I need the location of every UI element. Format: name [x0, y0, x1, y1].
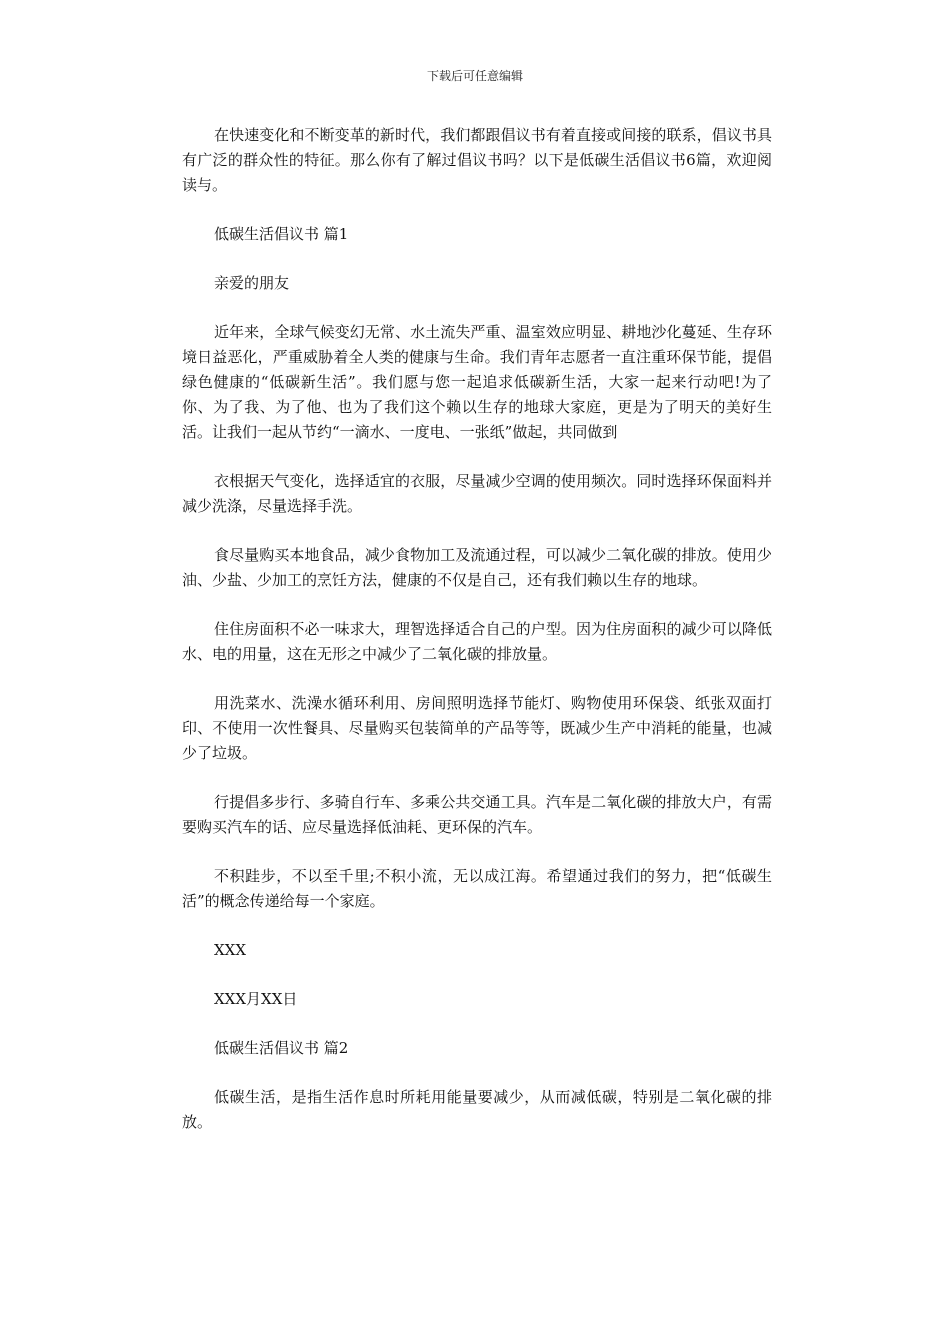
body-paragraph: 近年来，全球气候变幻无常、水土流失严重、温室效应明显、耕地沙化蔓延、生存环境日益恶化，严重威胁着全人类的健康与生命。我们青年志愿者一直注重环保节能，提倡绿色健康的“低碳新生活”。我们愿与您一起追求低碳新生活，大家一起来行动吧!为了你、为了我、为了他、也为了我们这个赖以生存的地球大家庭，更是为了明天的美好生活。让我们一起从节约“一滴水、一度电、一张纸”做起，共同做到: [182, 323, 772, 441]
signature: XXX: [214, 941, 247, 959]
body-paragraph-travel: 行提倡多步行、多骑自行车、多乘公共交通工具。汽车是二氧化碳的排放大户，有需要购买汽车的话、应尽量选择低油耗、更环保的汽车。: [182, 793, 772, 836]
body-paragraph-clothing: 衣根据天气变化，选择适宜的衣服，尽量减少空调的使用频次。同时选择环保面料并减少洗涤，尽量选择手洗。: [182, 472, 772, 515]
body-paragraph-definition: 低碳生活，是指生活作息时所耗用能量要减少，从而减低碳，特别是二氧化碳的排放。: [182, 1088, 772, 1131]
section-heading-2: 低碳生活倡议书 篇2: [214, 1039, 349, 1057]
body-paragraph-food: 食尽量购买本地食品，减少食物加工及流通过程，可以减少二氧化碳的排放。使用少油、少盐、少加工的烹饪方法，健康的不仅是自己，还有我们赖以生存的地球。: [182, 546, 772, 589]
body-paragraph-usage: 用洗菜水、洗澡水循环利用、房间照明选择节能灯、购物使用环保袋、纸张双面打印、不使用一次性餐具、尽量购买包装简单的产品等等，既减少生产中消耗的能量，也减少了垃圾。: [182, 694, 772, 762]
document-body: [182, 123, 772, 1159]
body-paragraph-housing: 住住房面积不必一味求大，理智选择适合自己的户型。因为住房面积的减少可以降低水、电的用量，这在无形之中减少了二氧化碳的排放量。: [182, 620, 772, 663]
intro-paragraph: 在快速变化和不断变革的新时代，我们都跟倡议书有着直接或间接的联系，倡议书具有广泛的群众性的特征。那么你有了解过倡议书吗？以下是低碳生活倡议书6篇，欢迎阅读与。: [182, 126, 772, 194]
body-paragraph-closing: 不积跬步，不以至千里;不积小流，无以成江海。希望通过我们的努力，把“低碳生活”的概念传递给每一个家庭。: [182, 867, 772, 910]
section-heading-1: 低碳生活倡议书 篇1: [214, 225, 349, 243]
date-line: XXX月XX日: [214, 990, 298, 1008]
header-note: 下载后可任意编辑: [426, 69, 523, 83]
salutation: 亲爱的朋友: [214, 274, 290, 292]
